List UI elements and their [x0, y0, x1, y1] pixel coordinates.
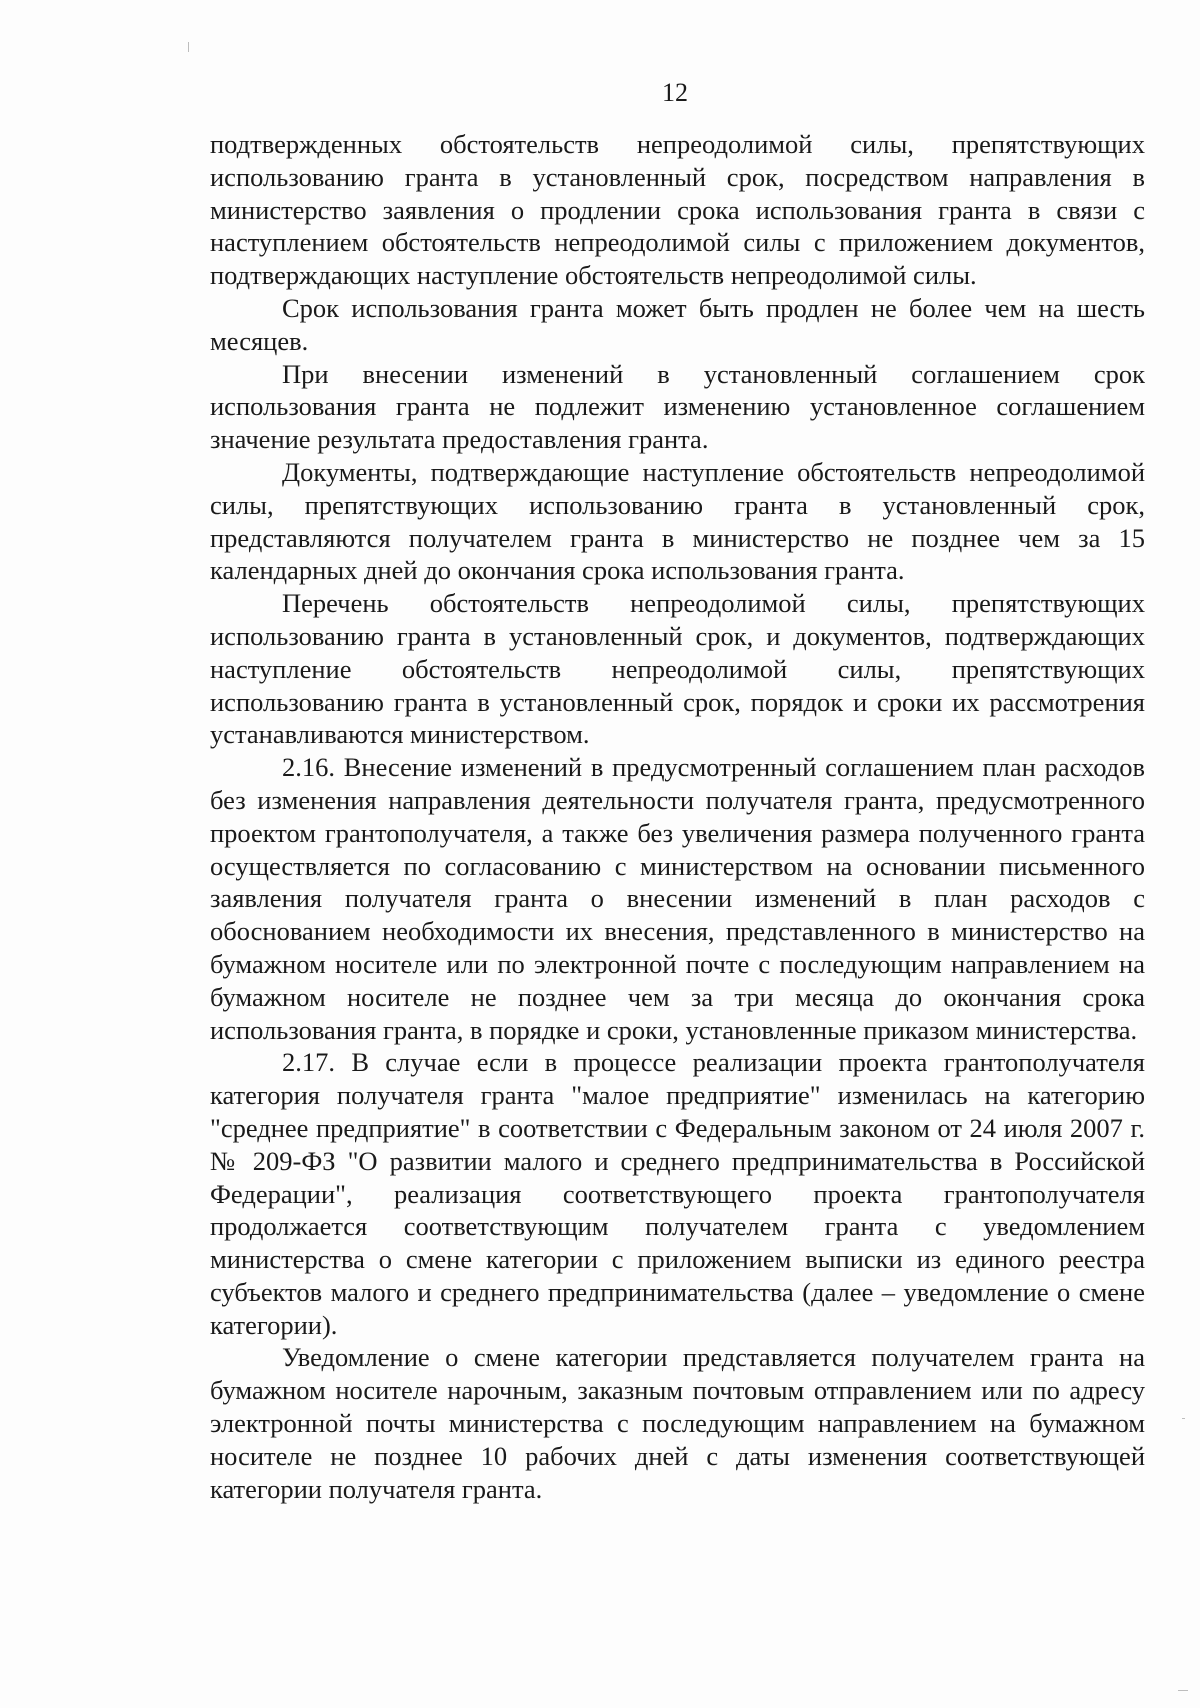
paragraph-category-notice: Уведомление о смене категории представляется получателем гранта на бумажном носителе нарочным, заказным почтовым отправлением или по адресу электронной почты министерства с последующим направлением на бумажном носителе не позднее 10 рабочих дней с даты изменения соответствующей категории получателя гранта.: [210, 1342, 1145, 1504]
document-body: [210, 128, 1145, 1505]
paragraph-clause-2-17: 2.17. В случае если в процессе реализации проекта грантополучателя категория получателя гранта "малое предприятие" изменилась на категорию "среднее предприятие" в соответствии с Федеральным законом от 24 июля 2007 г. № 209-ФЗ "О развитии малого и среднего предпринимательства в Российской Федерации", реализация соответствующего проекта грантополучателя продолжается соответствующим получателем гранта с уведомлением министерства о смене категории с приложением выписки из единого реестра субъектов малого и среднего предпринимательства (далее – уведомление о смене категории).: [210, 1047, 1145, 1340]
scan-artifact: [188, 42, 189, 52]
paragraph-circumstances-list: Перечень обстоятельств непреодолимой силы, препятствующих использованию гранта в установленный срок, и документов, подтверждающих наступление обстоятельств непреодолимой силы, препятствующих использованию гранта в установленный срок, порядок и сроки их рассмотрения устанавливаются министерством.: [210, 588, 1145, 750]
paragraph-clause-2-16: 2.16. Внесение изменений в предусмотренный соглашением план расходов без изменения направления деятельности получателя гранта, предусмотренного проектом грантополучателя, а также без увеличения размера полученного гранта осуществляется по согласованию с министерством на основании письменного заявления получателя гранта о внесении изменений в план расходов с обоснованием необходимости их внесения, представленного в министерство на бумажном носителе или по электронной почте с последующим направлением на бумажном носителе не позднее чем за три месяца до окончания срока использования гранта, в порядке и сроки, установленные приказом министерства.: [210, 752, 1145, 1045]
paragraph-term-change: При внесении изменений в установленный соглашением срок использования гранта не подлежит изменению установленное соглашением значение результата предоставления гранта.: [210, 358, 1145, 455]
page-number: 12: [662, 78, 688, 107]
scan-artifact: [1178, 1690, 1188, 1691]
paragraph-continuation: подтвержденных обстоятельств непреодолимой силы, препятствующих использованию гранта в установленный срок, посредством направления в министерство заявления о продлении срока использования гранта в связи с наступлением обстоятельств непреодолимой силы с приложением документов, подтверждающих наступление обстоятельств непреодолимой силы.: [210, 129, 1145, 291]
paragraph-extension-term: Срок использования гранта может быть продлен не более чем на шесть месяцев.: [210, 292, 1145, 356]
paragraph-documents: Документы, подтверждающие наступление обстоятельств непреодолимой силы, препятствующих использованию гранта в установленный срок, представляются получателем гранта в министерство не позднее чем за 15 календарных дней до окончания срока использования гранта.: [210, 456, 1145, 586]
scan-artifact: [1182, 1418, 1185, 1419]
